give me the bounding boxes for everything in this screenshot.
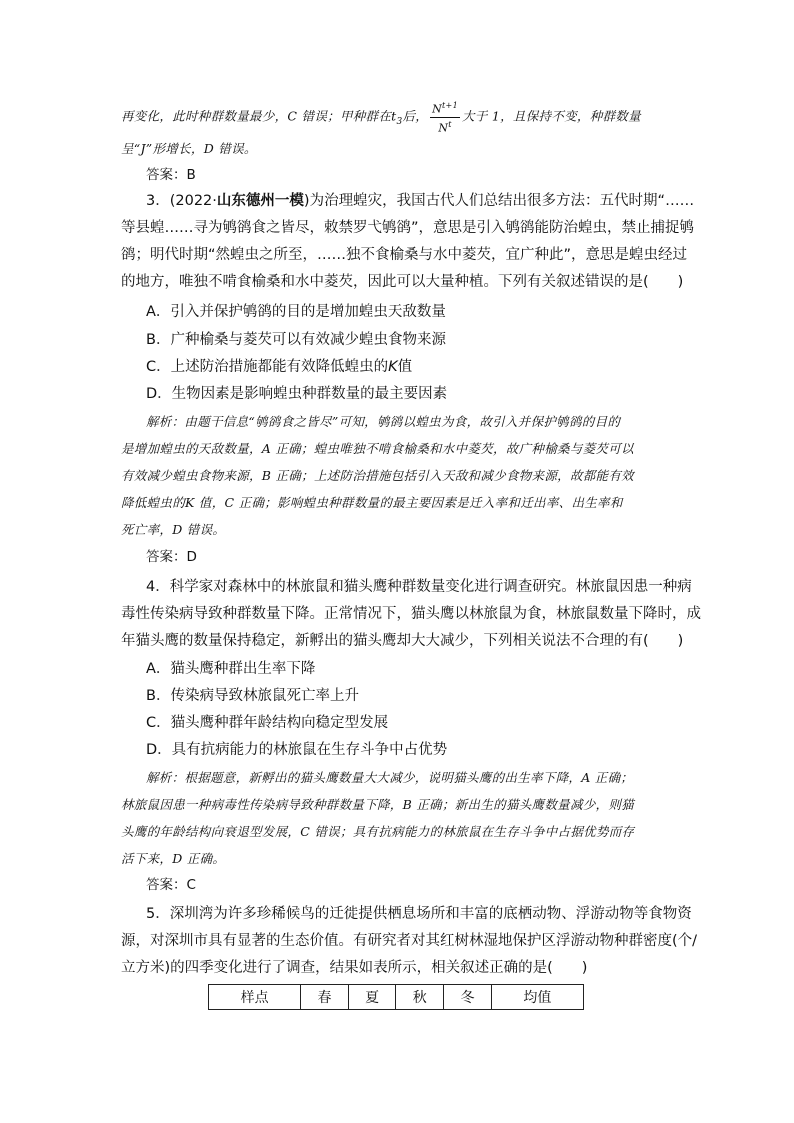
q5-stem-line-1: 5．深圳湾为许多珍稀候鸟的迁徙提供栖息场所和丰富的底栖动物、浮游动物等食物资 bbox=[146, 906, 692, 922]
frac-den-sup: t bbox=[448, 119, 452, 129]
table-header-cell: 秋 bbox=[396, 985, 444, 1010]
q4-option-a: A．猫头鹰种群出生率下降 bbox=[146, 661, 316, 677]
q5-stem-line-3: 立方米)的四季变化进行了调查，结果如表所示，相关叙述正确的是( ) bbox=[121, 960, 588, 976]
q3-source: 山东德州一模 bbox=[216, 193, 304, 209]
q3-explain-line-2: 是增加蝗虫的天敌数量，A 正确；蝗虫唯独不啃食榆桑和水中菱芡，故广种榆桑与菱芡可以 bbox=[121, 441, 634, 456]
q4-answer: 答案：C bbox=[146, 877, 196, 893]
q4-option-c: C．猫头鹰种群年龄结构向稳定型发展 bbox=[146, 715, 389, 731]
q3-option-a: A．引入并保护鸲鹆的目的是增加蝗虫天敌数量 bbox=[146, 304, 446, 320]
prev-explanation-line-1 bbox=[121, 99, 641, 135]
q3-option-b: B．广种榆桑与菱芡可以有效减少蝗虫食物来源 bbox=[146, 332, 446, 348]
q4-explain-line-4: 活下来，D 正确。 bbox=[121, 851, 226, 866]
text-segment: 大于 1，且保持不变，种群数量 bbox=[461, 108, 641, 124]
q5-data-table bbox=[208, 984, 584, 1010]
table-header-cell: 夏 bbox=[348, 985, 396, 1010]
fraction-numerator bbox=[430, 99, 460, 118]
q3-explain-line-1: 解析：由题干信息“鸲鹆食之皆尽”可知，鸲鹆以蝗虫为食，故引入并保护鸲鹆的目的 bbox=[146, 414, 621, 429]
prev-answer: 答案：B bbox=[146, 167, 196, 183]
q4-explain-line-1: 解析：根据题意，新孵出的猫头鹰数量大大减少，说明猫头鹰的出生率下降，A 正确； bbox=[146, 770, 634, 785]
q4-option-d: D．具有抗病能力的林旅鼠在生存斗争中占优势 bbox=[146, 742, 448, 758]
frac-num-sup: t+1 bbox=[442, 101, 458, 110]
table-header-cell: 春 bbox=[301, 985, 349, 1010]
q4-explain-line-3: 头鹰的年龄结构向衰退型发展，C 错误；具有抗病能力的林旅鼠在生存斗争中占据优势而存 bbox=[121, 824, 635, 839]
fraction-denominator bbox=[430, 118, 460, 136]
q3-stem-line-2: 等县蝗……寻为鸲鹆食之皆尽，敕禁罗弋鸲鹆”，意思是引入鸲鹆能防治蝗虫，禁止捕捉鸲 bbox=[121, 220, 695, 236]
q3-prefix: 3．(2022· bbox=[146, 193, 217, 209]
prev-explanation-line-2: 呈“J”形增长，D 错误。 bbox=[121, 141, 257, 156]
q3-explain-line-4: 降低蝗虫的K 值，C 正确；影响蝗虫种群数量的最主要因素是迁入率和迁出率、出生率和 bbox=[121, 495, 623, 510]
q3-option-d: D．生物因素是影响蝗虫种群数量的最主要因素 bbox=[146, 386, 448, 402]
q4-explain-line-2: 林旅鼠因患一种病毒性传染病导致种群数量下降，B 正确；新出生的猫头鹰数量减少，则猫 bbox=[121, 797, 634, 812]
table-header-row bbox=[209, 985, 584, 1010]
q3-answer: 答案：D bbox=[146, 549, 197, 565]
q5-stem-line-2: 源，对深圳市具有显著的生态价值。有研究者对其红树林湿地保护区浮游动物种群密度(个/ bbox=[121, 933, 698, 949]
q4-stem-line-3: 年猫头鹰的数量保持稳定，新孵出的猫头鹰却大大减少，下列相关说法不合理的有( ) bbox=[121, 633, 684, 649]
q3-option-c-tail: 值 bbox=[397, 359, 413, 375]
frac-den-base: N bbox=[438, 121, 449, 135]
q3-stem-line-3: 鹆；明代时期“然蝗虫之所至，……独不食榆桑与水中菱芡，宜广种此”，意思是蝗虫经过 bbox=[121, 247, 688, 263]
q3-explain-line-3: 有效减少蝗虫食物来源，B 正确；上述防治措施包括引入天敌和减少食物来源，故都能有效 bbox=[121, 468, 634, 483]
table-header-cell: 冬 bbox=[444, 985, 492, 1010]
subscript: 3 bbox=[396, 117, 403, 128]
table-header-cell: 样点 bbox=[209, 985, 301, 1010]
q4-stem-line-2: 毒性传染病导致种群数量下降。正常情况下，猫头鹰以林旅鼠为食，林旅鼠数量下降时，成 bbox=[121, 606, 701, 622]
q3-stem-line-1 bbox=[146, 191, 694, 211]
q3-option-c bbox=[146, 357, 412, 377]
q3-option-c-k: K bbox=[388, 359, 398, 375]
q4-stem-line-1: 4．科学家对森林中的林旅鼠和猫头鹰种群数量变化进行调查研究。林旅鼠因患一种病 bbox=[146, 579, 692, 595]
q3-stem-rest: )为治理蝗灾，我国古代人们总结出很多方法：五代时期“…… bbox=[303, 193, 695, 209]
text-segment: 再变化，此时种群数量最少，C 错误；甲种群在t bbox=[121, 108, 397, 124]
q3-option-c-text: C．上述防治措施都能有效降低蝗虫的 bbox=[146, 359, 389, 375]
fraction bbox=[430, 99, 460, 135]
text-segment: 后， bbox=[402, 108, 429, 124]
q4-option-b: B．传染病导致林旅鼠死亡率上升 bbox=[146, 688, 359, 704]
frac-num-base: N bbox=[432, 102, 443, 116]
q3-stem-line-4: 的地方，唯独不啃食榆桑和水中菱芡，因此可以大量种植。下列有关叙述错误的是( ) bbox=[121, 274, 684, 290]
q3-explain-line-5: 死亡率，D 错误。 bbox=[121, 522, 226, 537]
table-header-cell: 均值 bbox=[491, 985, 583, 1010]
